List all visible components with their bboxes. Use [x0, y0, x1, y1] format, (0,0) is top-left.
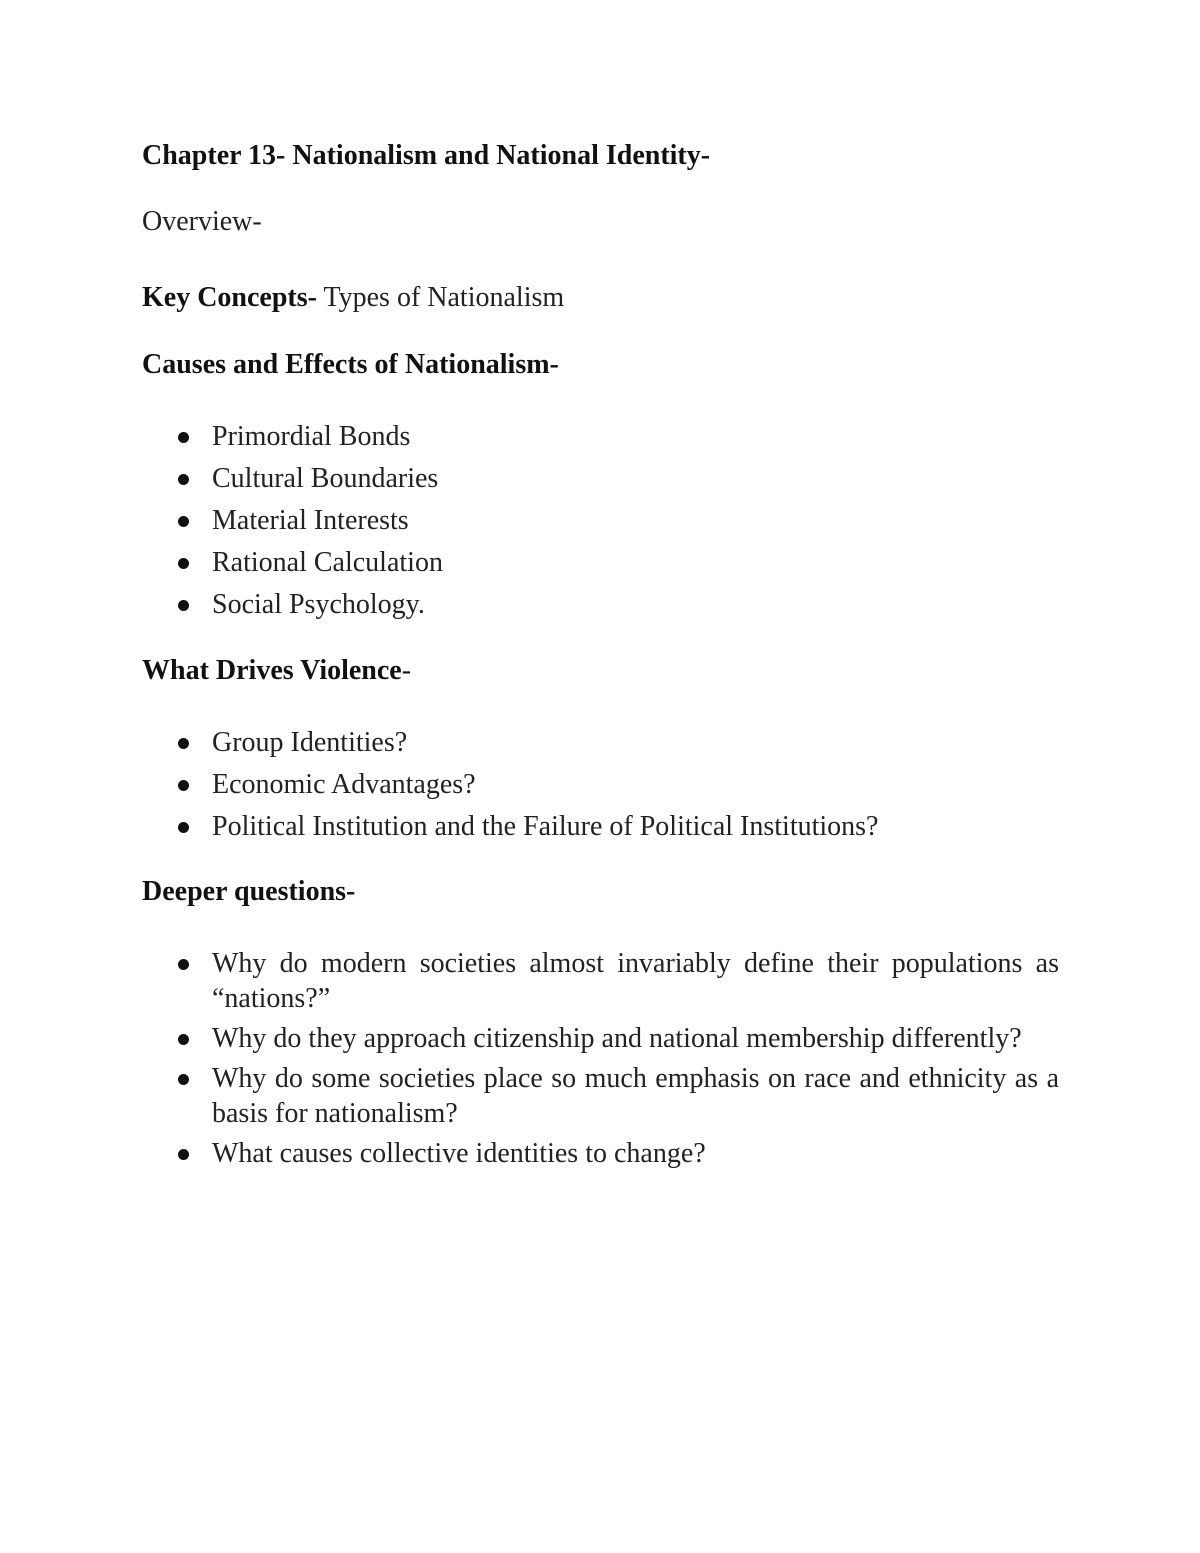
list-item: Political Institution and the Failure of Political Institutions? [142, 806, 1059, 848]
overview-label: Overview- [142, 206, 262, 237]
list-item: Economic Advantages? [142, 764, 1059, 806]
list-item: Cultural Boundaries [142, 458, 1059, 500]
list-item: Why do some societies place so much emphasis on race and ethnicity as a basis for nationalism? [142, 1061, 1059, 1131]
list-item: Why do they approach citizenship and national membership differently? [142, 1021, 1059, 1056]
violence-heading-suffix: - [401, 655, 412, 686]
page-title: Chapter 13- Nationalism and National Identity- [142, 140, 711, 171]
list-item: Primordial Bonds [142, 416, 1059, 458]
key-concepts-line [142, 282, 564, 314]
violence-heading-text: What Drives Violence [142, 655, 402, 686]
key-concepts-label: Key Concepts- [142, 282, 317, 313]
list-item: Why do modern societies almost invariably define their populations as “nations?” [142, 946, 1059, 1016]
violence-list [142, 722, 1059, 848]
list-item: Rational Calculation [142, 542, 1059, 584]
causes-list [142, 416, 1059, 626]
list-item: Material Interests [142, 500, 1059, 542]
causes-heading: Causes and Effects of Nationalism- [142, 349, 559, 380]
deeper-questions-heading: Deeper questions- [142, 876, 356, 907]
key-concepts-value: Types of Nationalism [316, 282, 565, 313]
list-item: Social Psychology. [142, 584, 1059, 626]
violence-heading [142, 655, 411, 687]
list-item: What causes collective identities to change? [142, 1136, 1059, 1171]
list-item: Group Identities? [142, 722, 1059, 764]
deeper-questions-list [142, 946, 1059, 1176]
